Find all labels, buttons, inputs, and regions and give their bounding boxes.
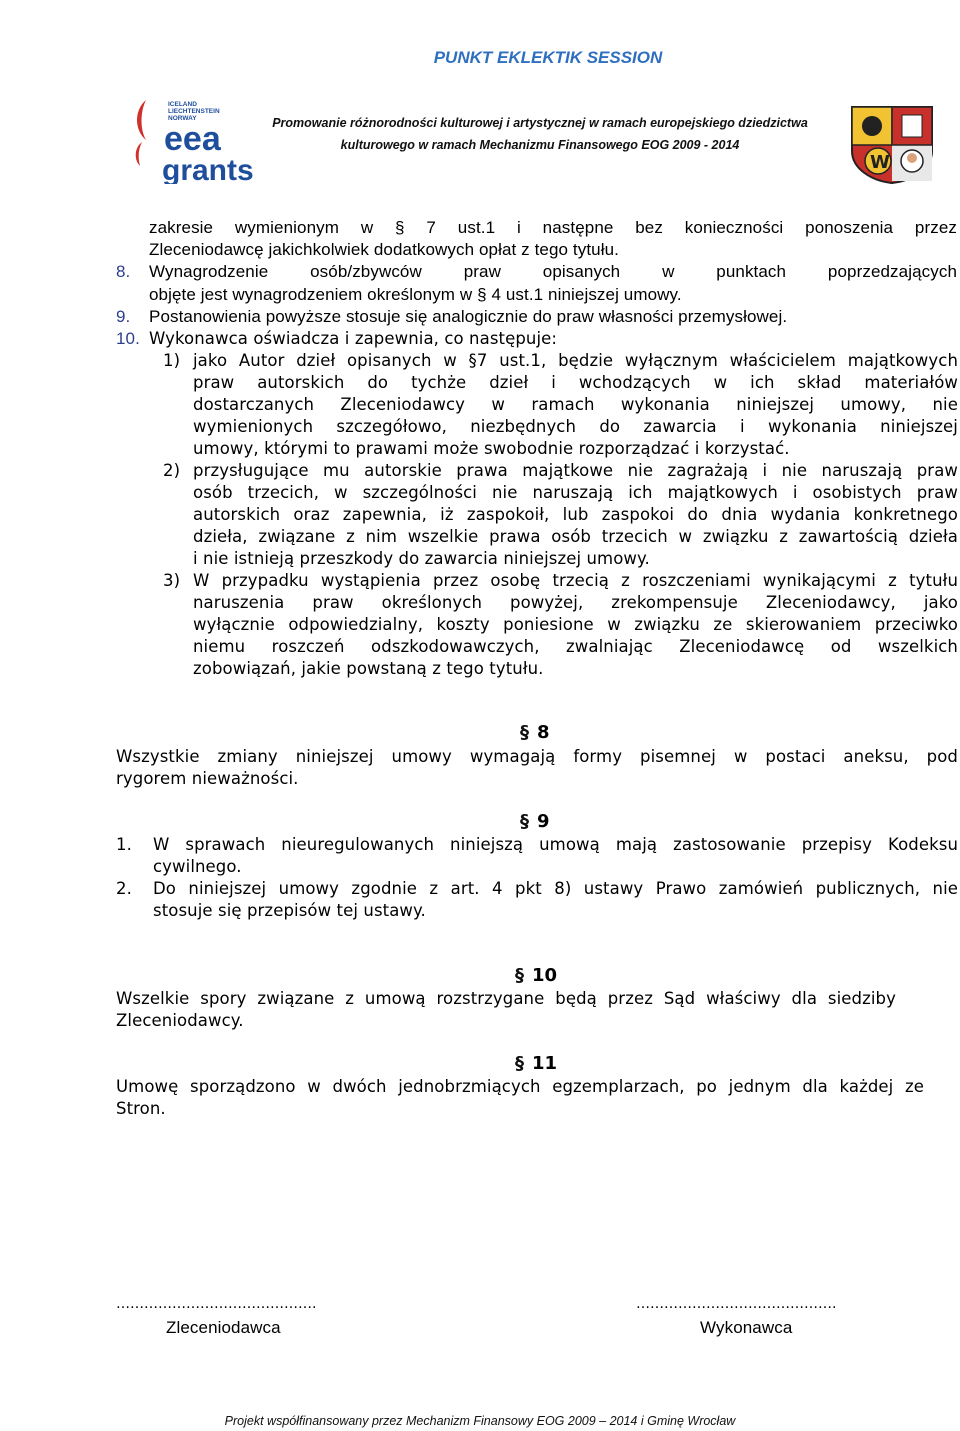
paragraph-symbol: § [515,1053,524,1074]
section-11-heading [515,1053,557,1074]
subitem-1-number: 1) [163,351,181,370]
section-11-line1: Umowę sporządzono w dwóch jednobrzmiących egzemplarzach, po jednym dla każdej ze [116,1077,924,1096]
svg-text:W: W [870,152,890,173]
subitem-1-line3: dostarczanych Zleceniodawcy w ramach wykonania niniejszej umowy, nie [193,395,958,414]
section-8-line2: rygorem nieważności. [116,769,299,788]
subitem-3-line3: wyłącznie odpowiedzialny, koszty poniesione w związku ze skierowaniem przeciwko [193,615,958,634]
subitem-1-line5: umowy, którymi to prawami może swobodnie rozporządzać i korzystać. [193,439,790,458]
section-9-item-1-number: 1. [116,835,132,854]
section-10-number: 10 [532,965,558,986]
subitem-1-line4: wymienionych szczegółowo, niezbędnych do zawarcia i wykonania niniejszej [193,417,958,436]
item-10-text: Wykonawca oświadcza i zapewnia, co następuje: [149,329,558,348]
section-9-item-2-line1: Do niniejszej umowy zgodnie z art. 4 pkt 8) ustawy Prawo zamówień publicznych, nie [153,879,958,898]
paragraph-symbol: § [520,722,529,743]
subitem-3-line5: zobowiązań, jakie powstaną z tego tytułu. [193,659,544,678]
paragraph-symbol: § [515,965,524,986]
header-subtitle-line1: Promowanie różnorodności kulturowej i artystycznej w ramach europejskiego dziedzictwa [272,116,808,130]
header-title: PUNKT EKLEKTIK SESSION [433,48,663,67]
signature-line-left: ……………………………………. [116,1296,317,1312]
top-paragraph-line2: Zleceniodawcę jakichkolwiek dodatkowych opłat z tego tytułu. [149,240,619,259]
section-8-heading [520,722,550,743]
section-9-item-1-line1: W sprawach nieuregulowanych niniejszą umową mają zastosowanie przepisy Kodeksu [153,835,958,854]
section-9-item-2-line2: stosuje się przepisów tej ustawy. [153,901,426,920]
section-11-number: 11 [532,1053,558,1074]
subitem-3-number: 3) [163,571,181,590]
subitem-2-line5: i nie istnieją przeszkody do zawarcia niniejszej umowy. [193,549,650,568]
top-paragraph-line1: zakresie wymienionym w § 7 ust.1 i następne bez konieczności ponoszenia przez [149,218,957,237]
section-8-line1: Wszystkie zmiany niniejszej umowy wymagają formy pisemnej w postaci aneksu, pod [116,747,958,766]
section-11-line2: Stron. [116,1099,166,1118]
section-10-heading [515,965,557,986]
subitem-2-number: 2) [163,461,181,480]
city-crest-logo [848,103,936,185]
item-9-number: 9. [116,307,131,326]
signature-label-client: Zleceniodawca [166,1318,281,1337]
subitem-3-line4: niemu roszczeń odszkodowawczych, zwalniając Zleceniodawcę od wszelkich [193,637,958,656]
subitem-2-line3: autorskich oraz zapewnia, iż zaspokoił, lub zaspokoi do dnia wydania konkretnego [193,505,958,524]
section-9-number: 9 [537,811,550,832]
subitem-2-line4: dzieła, związane z nim wszelkie prawa osób trzecich w związku z zawartością dzieła [193,527,958,546]
paragraph-symbol: § [520,811,529,832]
header-subtitle-line2: kulturowego w ramach Mechanizmu Finansowego EOG 2009 - 2014 [340,138,740,152]
section-10-line2: Zleceniodawcy. [116,1011,244,1030]
subitem-1-line2: praw autorskich do tychże dzieł i wchodzących w ich skład materiałów [193,373,958,392]
page-footer: Projekt współfinansowany przez Mechanizm Finansowy EOG 2009 – 2014 i Gminę Wrocław [224,1414,736,1428]
item-8-number: 8. [116,262,131,281]
item-10-number: 10. [116,329,140,348]
svg-text:eea: eea [164,120,221,158]
signature-line-right: ……………………………………. [636,1296,837,1312]
section-9-item-1-line2: cywilnego. [153,857,242,876]
section-8-number: 8 [537,722,550,743]
item-9-text: Postanowienia powyższe stosuje się analogicznie do praw własności przemysłowej. [149,307,788,326]
subitem-3-line1: W przypadku wystąpienia przez osobę trzecią z roszczeniami wynikającymi z tytułu [193,571,958,590]
signature-label-contractor: Wykonawca [700,1318,793,1337]
subitem-1-line1: jako Autor dzieł opisanych w §7 ust.1, będzie wyłącznym właścicielem majątkowych [193,351,958,370]
item-8-line1: Wynagrodzenie osób/zbywców praw opisanych w punktach poprzedzających [149,262,957,281]
svg-text:NORWAY: NORWAY [168,115,197,122]
svg-text:grants: grants [162,154,254,184]
subitem-2-line2: osób trzecich, w szczególności nie naruszają ich majątkowych i osobistych praw [193,483,958,502]
subitem-3-line2: naruszenia praw określonych powyżej, zrekompensuje Zleceniodawcy, jako [193,593,958,612]
subitem-2-line1: przysługujące mu autorskie prawa majątkowe nie zagrażają i nie naruszają praw [193,461,958,480]
section-9-item-2-number: 2. [116,879,132,898]
svg-text:ICELAND: ICELAND [168,101,197,108]
eea-grants-logo [132,98,254,184]
svg-text:LIECHTENSTEIN: LIECHTENSTEIN [168,108,220,115]
item-8-line2: objęte jest wynagrodzeniem określonym w § 4 ust.1 niniejszej umowy. [149,285,682,304]
section-10-line1: Wszelkie spory związane z umową rozstrzygane będą przez Sąd właściwy dla siedziby [116,989,896,1008]
section-9-heading [520,811,550,832]
